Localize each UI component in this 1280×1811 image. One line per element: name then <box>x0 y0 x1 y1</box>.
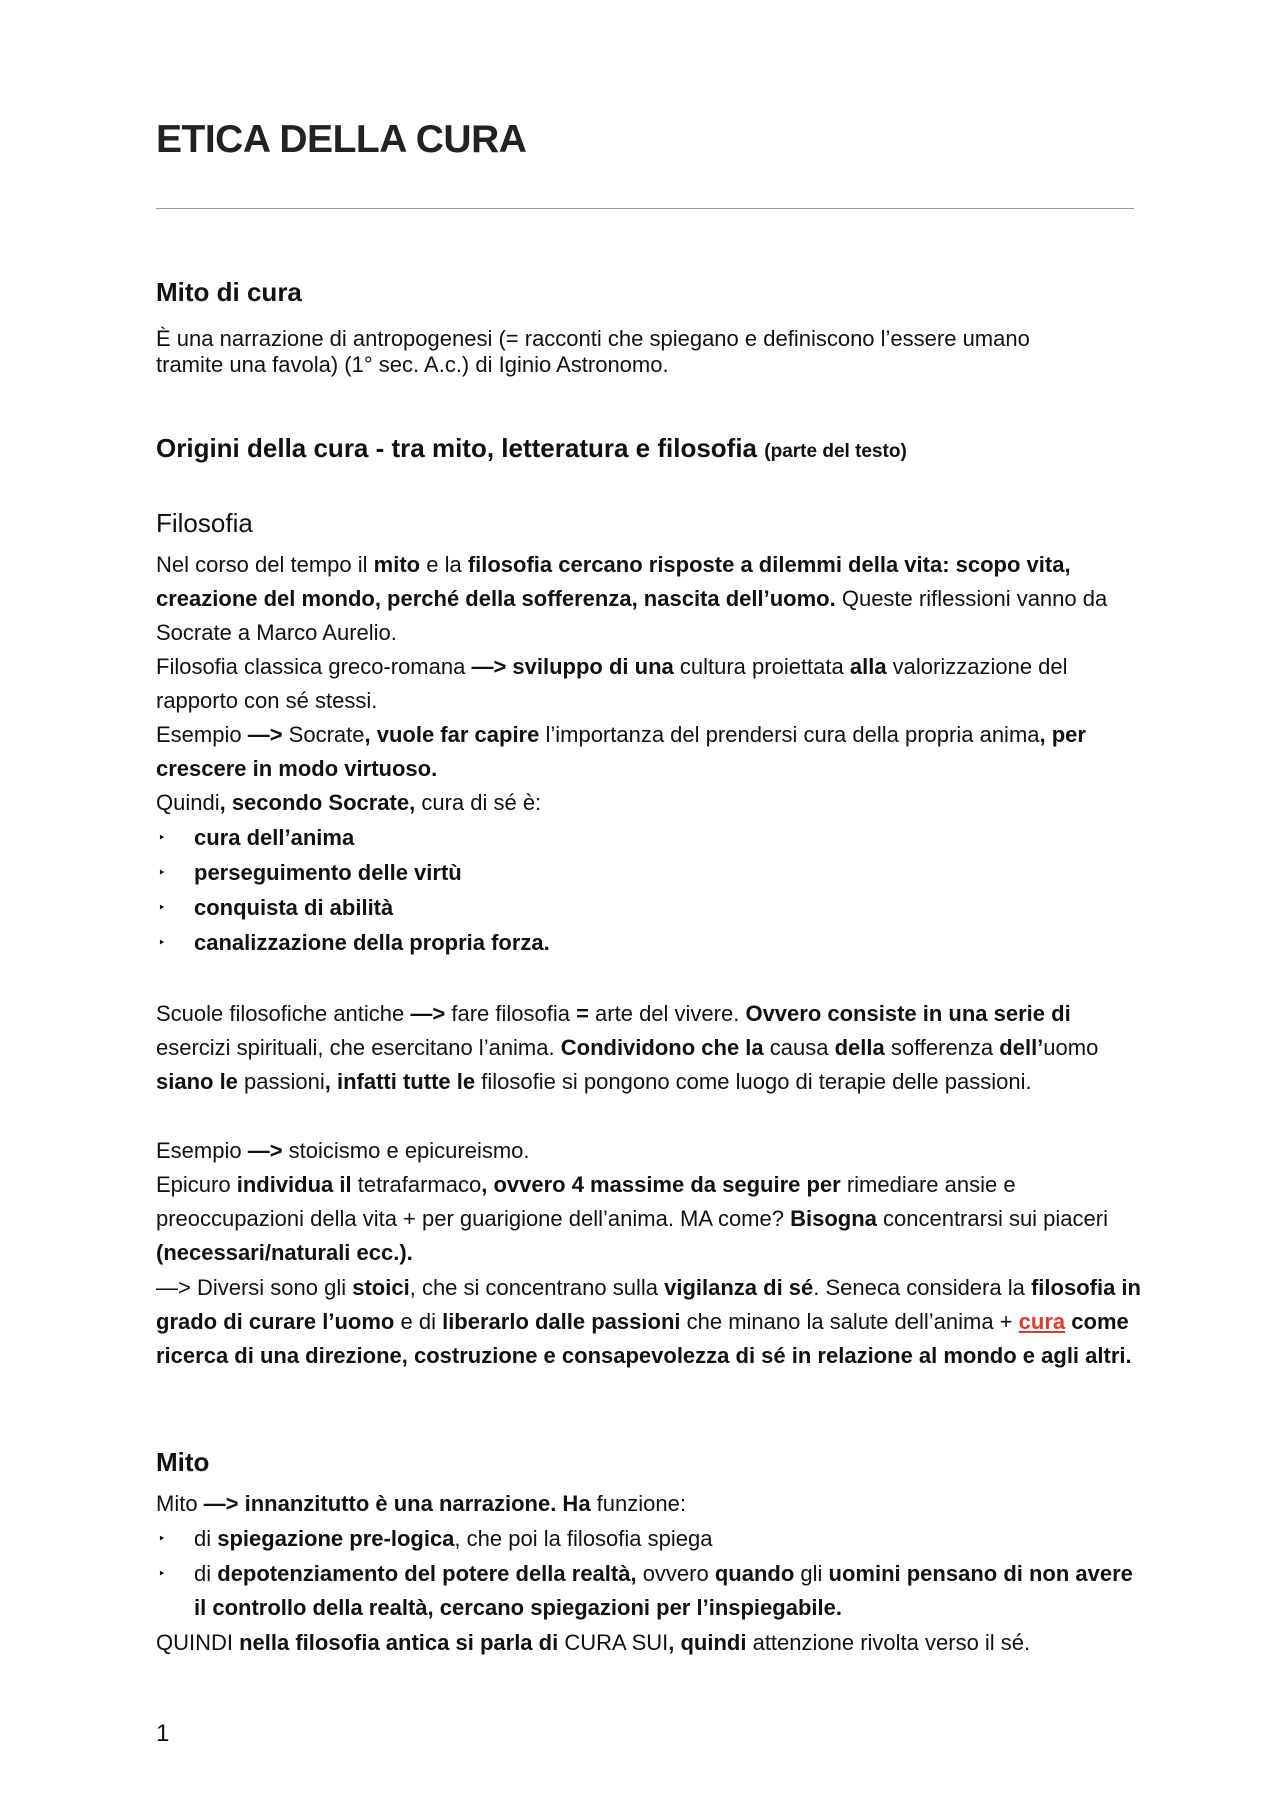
paragraph-line: tramite una favola) (1° sec. A.c.) di Iginio Astronomo. <box>156 352 669 377</box>
bold-text: Condividono che la <box>554 1035 770 1060</box>
bold-text: , secondo Socrate, <box>219 790 422 815</box>
text-run: valorizzazione del rapporto con sé stessi. <box>156 654 1068 713</box>
text-run: Epicuro <box>156 1172 231 1197</box>
paragraph-mito-di-cura <box>156 326 1136 378</box>
bold-text: uomini pensano di non avere il controllo della realtà, cercano spiegazioni per l’inspiegabile. <box>194 1561 1133 1620</box>
bold-text: liberarlo dalle passioni <box>442 1309 681 1334</box>
text-run: cultura proiettata <box>679 654 844 679</box>
list-item <box>156 1522 1141 1556</box>
text-run: QUINDI <box>156 1630 233 1655</box>
bold-text: , quindi <box>668 1630 753 1655</box>
bold-text: —> <box>404 1001 452 1026</box>
bold-text: siano le <box>156 1069 245 1094</box>
text-run: . Seneca considera la <box>813 1275 1031 1300</box>
paragraph-quindi <box>156 786 1141 820</box>
bullet-icon: ‣ <box>158 1531 166 1546</box>
heading-filosofia: Filosofia <box>156 508 253 538</box>
text-run: Queste riflessioni vanno da Socrate a Marco Aurelio. <box>156 586 1108 645</box>
paragraph-filosofia-2 <box>156 650 1141 718</box>
bullet-icon: ‣ <box>158 935 166 950</box>
paragraph-stoici <box>156 1271 1141 1373</box>
bold-text: filosofia cercano risposte a dilemmi della vita: scopo vita, creazione del mondo, perché della sofferenza, nascita dell’uomo. <box>156 552 1071 611</box>
list-item <box>156 1557 1141 1625</box>
bullet-icon: ‣ <box>158 830 166 845</box>
bullet-icon: ‣ <box>158 1566 166 1581</box>
text-run: l’importanza del prendersi cura della propria anima <box>545 722 1040 747</box>
bullet-icon: ‣ <box>158 900 166 915</box>
bold-text: Bisogna <box>783 1206 883 1231</box>
list-item <box>156 926 1141 960</box>
bold-text: nella filosofia antica si parla di <box>233 1630 565 1655</box>
text-run: ovvero <box>636 1561 715 1586</box>
text-run: Filosofia classica greco-romana <box>156 654 466 679</box>
bold-text: depotenziamento del potere della realtà, <box>217 1561 637 1586</box>
bold-text: , per crescere in modo virtuoso. <box>156 722 1086 781</box>
text-run: , che si concentrano sulla <box>409 1275 665 1300</box>
list-item <box>156 821 1141 855</box>
bold-text: mito <box>373 552 421 577</box>
title-divider <box>156 208 1134 209</box>
heading-note: (parte del testo) <box>764 441 907 462</box>
list-item <box>156 856 1141 890</box>
text-run: causa <box>769 1035 829 1060</box>
text-run: Scuole filosofiche antiche <box>156 1001 405 1026</box>
list-item <box>156 891 1141 925</box>
text-run: passioni <box>244 1069 325 1094</box>
text-run: di <box>194 1526 218 1551</box>
page-number: 1 <box>156 1720 170 1747</box>
text-run: cura di sé è: <box>421 790 542 815</box>
bold-text: —> <box>241 1138 289 1163</box>
list-item-text <box>156 1557 1141 1625</box>
bold-text: individua il <box>230 1172 358 1197</box>
list-item-text: conquista di abilità <box>194 895 394 920</box>
highlighted-word: cura <box>1018 1309 1066 1334</box>
bold-text: alla <box>843 654 893 679</box>
paragraph-quindi-cura-sui <box>156 1626 1141 1660</box>
text-run: esercizi spirituali, che esercitano l’anima. <box>156 1035 555 1060</box>
heading-mito: Mito <box>156 1447 210 1477</box>
paragraph-line: È una narrazione di antropogenesi (= racconti che spiegano e definiscono l’essere umano <box>156 326 1030 351</box>
bold-text: —> innanzitutto è una narrazione. Ha <box>197 1491 597 1516</box>
paragraph-scuole-filosofiche <box>156 997 1141 1099</box>
text-run: —> Diversi sono gli <box>156 1275 353 1300</box>
bold-text: quando <box>714 1561 795 1586</box>
text-run: filosofie si pongono come luogo di terapie delle passioni. <box>481 1069 1032 1094</box>
bold-text: della <box>828 1035 891 1060</box>
paragraph-mito <box>156 1487 1141 1521</box>
text-run: attenzione rivolta verso il sé. <box>752 1630 1031 1655</box>
text-run: arte del vivere. <box>595 1001 740 1026</box>
text-run: Quindi <box>156 790 220 815</box>
text-run: e la <box>420 552 468 577</box>
bold-text: = <box>569 1001 596 1026</box>
list-item-text: cura dell’anima <box>194 825 355 850</box>
list-item-text: perseguimento delle virtù <box>194 860 462 885</box>
heading-origini-della-cura <box>156 433 907 464</box>
text-run: Esempio <box>156 1138 242 1163</box>
bold-text: filosofia in grado di curare l’uomo <box>156 1275 1141 1334</box>
text-run: che minano la salute dell’anima + <box>680 1309 1019 1334</box>
bold-text: , infatti tutte le <box>324 1069 482 1094</box>
text-run: uomo <box>1043 1035 1099 1060</box>
bold-text: , ovvero 4 massime da seguire per <box>481 1172 847 1197</box>
text-run: tetrafarmaco <box>357 1172 482 1197</box>
text-run: Socrate <box>288 722 365 747</box>
text-run: sofferenza <box>890 1035 994 1060</box>
text-run: funzione: <box>596 1491 686 1516</box>
text-run: Esempio <box>156 722 242 747</box>
text-run: gli <box>794 1561 829 1586</box>
text-run: e di <box>394 1309 443 1334</box>
text-run: , che poi la filosofia spiega <box>454 1526 713 1551</box>
bold-text: spiegazione pre-logica <box>217 1526 455 1551</box>
bold-text: —> sviluppo di una <box>465 654 680 679</box>
bold-text: dell’ <box>993 1035 1044 1060</box>
bold-text: vigilanza di sé <box>664 1275 814 1300</box>
list-item-text <box>156 1522 1141 1556</box>
bold-text: —> <box>241 722 289 747</box>
text-run: Nel corso del tempo il <box>156 552 374 577</box>
text-run: CURA SUI <box>564 1630 669 1655</box>
paragraph-filosofia-1 <box>156 548 1141 650</box>
text-run: concentrarsi sui piaceri <box>883 1206 1108 1231</box>
bold-text: stoici <box>352 1275 410 1300</box>
page-title: ETICA DELLA CURA <box>156 118 527 161</box>
text-run: fare filosofia <box>451 1001 570 1026</box>
text-run: stoicismo e epicureismo. <box>288 1138 530 1163</box>
text-run: rimediare ansie e preoccupazioni della vita + per guarigione dell’anima. MA come? <box>156 1172 1016 1231</box>
bold-text: (necessari/naturali ecc.). <box>156 1240 413 1265</box>
bold-text: come ricerca di una direzione, costruzione e consapevolezza di sé in relazione al mondo e agli altri. <box>156 1309 1132 1368</box>
heading-text: Origini della cura - tra mito, letteratura e filosofia <box>156 433 758 463</box>
list-item-text: canalizzazione della propria forza. <box>194 930 550 955</box>
bold-text: Ovvero consiste in una serie di <box>739 1001 1071 1026</box>
text-run: Mito <box>156 1491 198 1516</box>
paragraph-epicuro <box>156 1168 1141 1270</box>
paragraph-esempio-stoicismo <box>156 1134 1141 1168</box>
text-run: di <box>194 1561 218 1586</box>
bold-text: , vuole far capire <box>364 722 546 747</box>
paragraph-esempio-socrate <box>156 718 1141 786</box>
bullet-icon: ‣ <box>158 865 166 880</box>
heading-mito-di-cura: Mito di cura <box>156 277 302 307</box>
